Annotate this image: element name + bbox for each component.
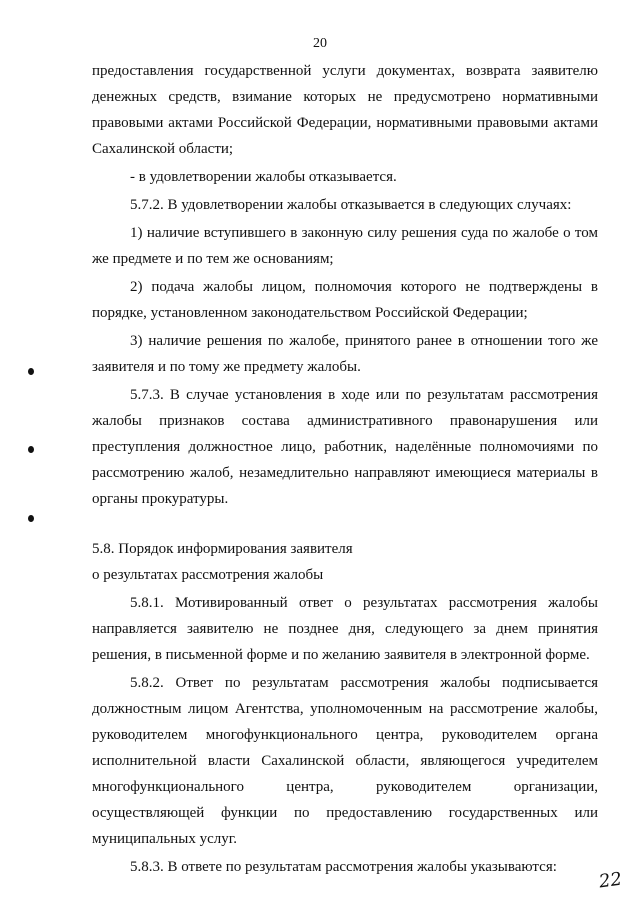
punch-hole-mark	[28, 515, 34, 522]
paragraph: 5.8.3. В ответе по результатам рассмотрения жалобы указываются:	[130, 859, 557, 875]
paragraph: - в удовлетворении жалобы отказывается.	[130, 169, 397, 185]
section-heading-line1: 5.8. Порядок информирования заявителя	[92, 541, 353, 557]
paragraph: 5.7.2. В удовлетворении жалобы отказывается в следующих случаях:	[130, 197, 572, 213]
paragraph: 5.8.2. Ответ по результатам рассмотрения жалобы подписывается должностным лицом Агентства, уполномоченным на рассмотрение жалобы, руководителем многофункционального центра, руководителем органа исполнительной власти Сахалинской области, являющегося учредителем многофункционального центра, руководителем организации, осуществляющей функции по предоставлению государственных или муниципальных услуг.	[92, 675, 598, 847]
paragraph: 3) наличие решения по жалобе, принятого ранее в отношении того же заявителя и по тому же предмету жалобы.	[92, 333, 598, 375]
bottom-paragraphs	[92, 590, 598, 880]
paragraph: 5.7.3. В случае установления в ходе или по результатам рассмотрения жалобы признаков состава административного правонарушения или преступления должностное лицо, работник, наделённые полномочиями по рассмотрению жалоб, незамедлительно направляют имеющиеся материалы в органы прокуратуры.	[92, 387, 598, 507]
punch-hole-mark	[28, 368, 34, 375]
document-body	[92, 58, 598, 880]
paragraph: 5.8.1. Мотивированный ответ о результатах рассмотрения жалобы направляется заявителю не позднее дня, следующего за днем принятия решения, в письменной форме и по желанию заявителя в электронной форме.	[92, 595, 598, 663]
paragraph: 2) подача жалобы лицом, полномочия которого не подтверждены в порядке, установленном законодательством Российской Федерации;	[92, 279, 598, 321]
paragraph: 1) наличие вступившего в законную силу решения суда по жалобе о том же предмете и по тем же основаниям;	[92, 225, 598, 267]
punch-hole-mark	[28, 446, 34, 453]
paragraph: предоставления государственной услуги документах, возврата заявителю денежных средств, взимание которых не предусмотрено нормативными правовыми актами Российской Федерации, нормативными правовыми актами Сахалинской области;	[92, 63, 598, 157]
page-number: 20	[313, 36, 327, 51]
top-paragraphs	[92, 58, 598, 512]
section-heading-line2: о результатах рассмотрения жалобы	[92, 567, 324, 583]
handwritten-page-number: 22	[597, 868, 624, 893]
